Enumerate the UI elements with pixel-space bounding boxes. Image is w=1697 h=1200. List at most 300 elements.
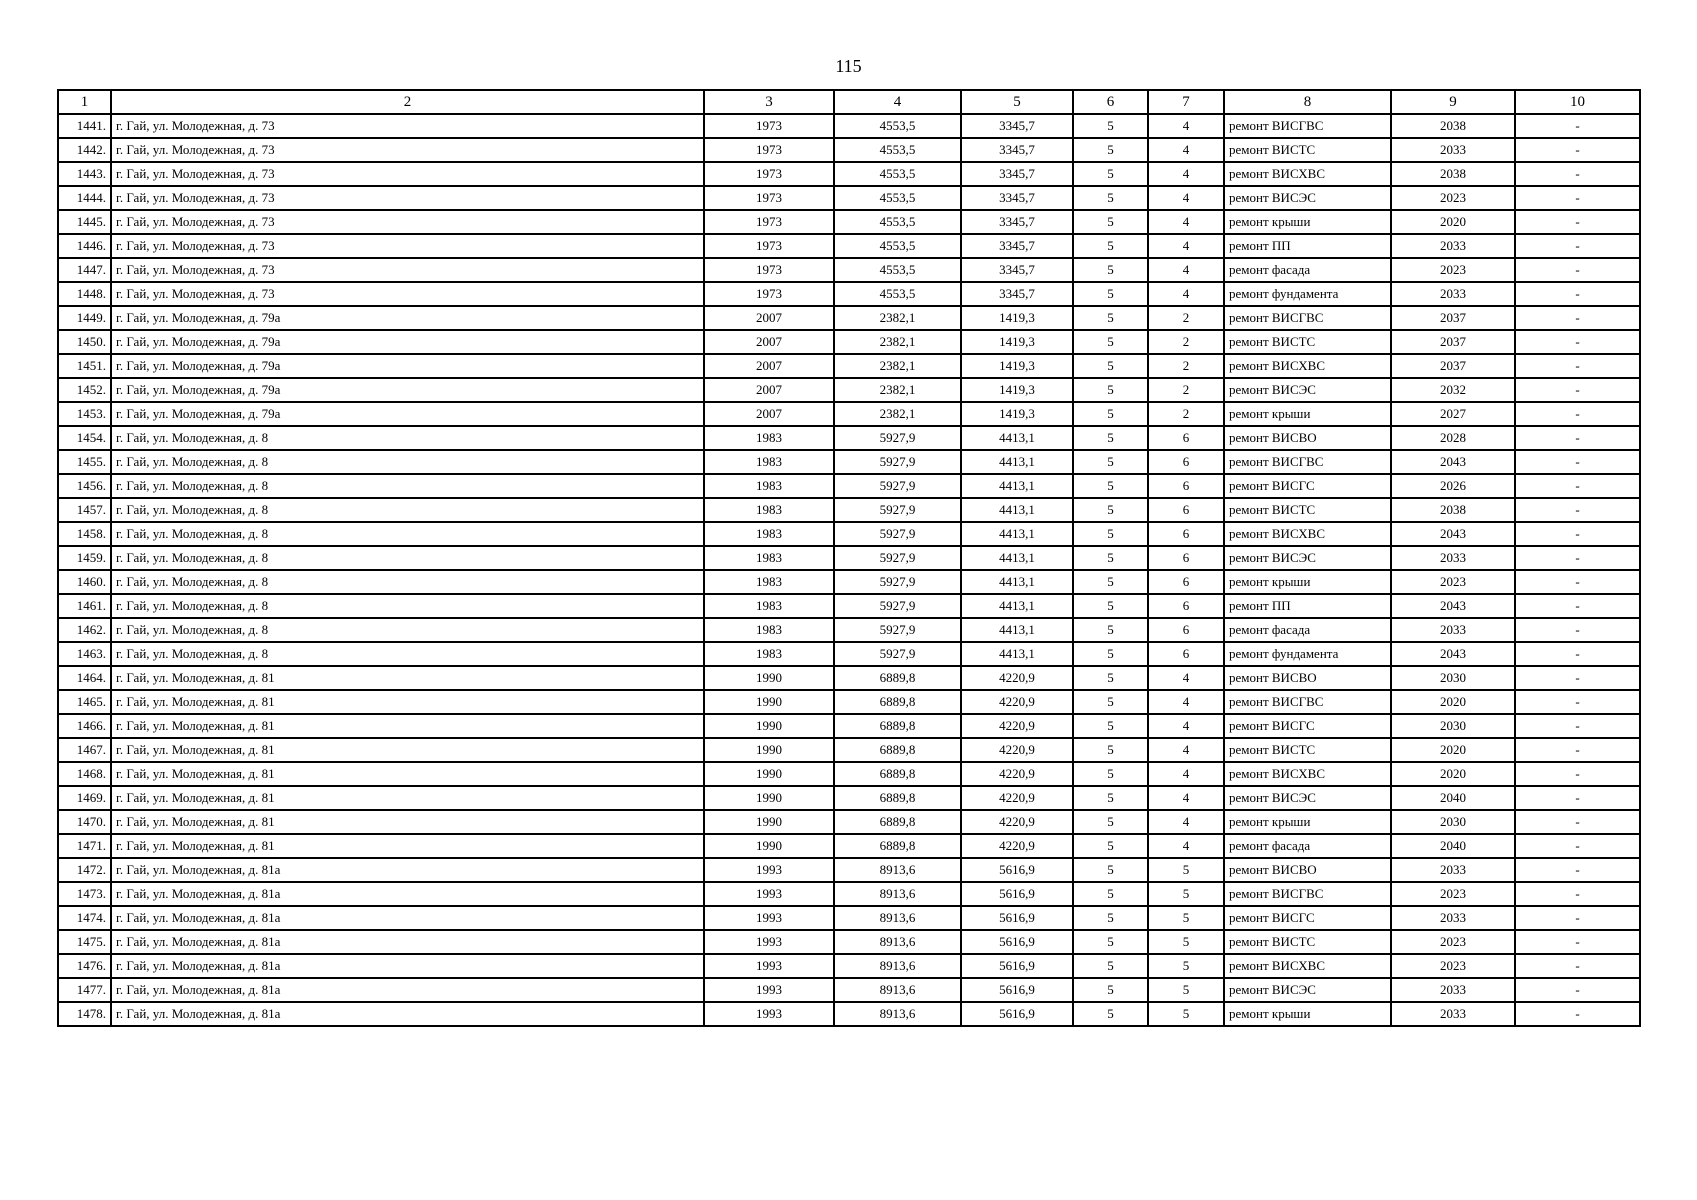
cell-note: - [1515, 1002, 1640, 1026]
cell-floors: 5 [1073, 138, 1148, 162]
cell-row-number: 1453. [58, 402, 111, 426]
table-row [58, 738, 1640, 762]
cell-floors: 5 [1073, 282, 1148, 306]
cell-note: - [1515, 282, 1640, 306]
cell-entrances: 6 [1148, 618, 1224, 642]
cell-address: г. Гай, ул. Молодежная, д. 8 [111, 546, 704, 570]
cell-plan-year: 2040 [1391, 786, 1515, 810]
cell-entrances: 2 [1148, 378, 1224, 402]
cell-floors: 5 [1073, 546, 1148, 570]
registry-table [57, 89, 1641, 1027]
cell-build-year: 1973 [704, 282, 834, 306]
table-row [58, 834, 1640, 858]
cell-build-year: 2007 [704, 306, 834, 330]
cell-living-area: 4413,1 [961, 618, 1073, 642]
cell-total-area: 5927,9 [834, 546, 961, 570]
cell-entrances: 6 [1148, 450, 1224, 474]
cell-row-number: 1450. [58, 330, 111, 354]
cell-living-area: 5616,9 [961, 1002, 1073, 1026]
table-body [58, 114, 1640, 1026]
table-row [58, 258, 1640, 282]
header-col-5: 5 [961, 90, 1073, 114]
cell-plan-year: 2033 [1391, 906, 1515, 930]
cell-build-year: 1990 [704, 762, 834, 786]
cell-row-number: 1476. [58, 954, 111, 978]
cell-living-area: 3345,7 [961, 210, 1073, 234]
cell-living-area: 1419,3 [961, 306, 1073, 330]
cell-note: - [1515, 474, 1640, 498]
cell-floors: 5 [1073, 810, 1148, 834]
cell-work-type: ремонт ВИСВО [1224, 666, 1391, 690]
cell-entrances: 4 [1148, 786, 1224, 810]
cell-address: г. Гай, ул. Молодежная, д. 73 [111, 234, 704, 258]
cell-address: г. Гай, ул. Молодежная, д. 73 [111, 186, 704, 210]
cell-work-type: ремонт ВИСТС [1224, 930, 1391, 954]
cell-total-area: 6889,8 [834, 690, 961, 714]
cell-row-number: 1463. [58, 642, 111, 666]
header-col-9: 9 [1391, 90, 1515, 114]
cell-note: - [1515, 186, 1640, 210]
cell-floors: 5 [1073, 882, 1148, 906]
cell-work-type: ремонт ВИСХВС [1224, 522, 1391, 546]
cell-build-year: 1990 [704, 834, 834, 858]
cell-total-area: 4553,5 [834, 186, 961, 210]
cell-row-number: 1461. [58, 594, 111, 618]
table-row [58, 762, 1640, 786]
cell-build-year: 1993 [704, 882, 834, 906]
cell-address: г. Гай, ул. Молодежная, д. 73 [111, 258, 704, 282]
cell-entrances: 4 [1148, 810, 1224, 834]
cell-living-area: 1419,3 [961, 378, 1073, 402]
cell-entrances: 6 [1148, 474, 1224, 498]
header-col-6: 6 [1073, 90, 1148, 114]
cell-plan-year: 2033 [1391, 234, 1515, 258]
cell-total-area: 2382,1 [834, 330, 961, 354]
cell-total-area: 8913,6 [834, 858, 961, 882]
cell-build-year: 2007 [704, 330, 834, 354]
cell-row-number: 1456. [58, 474, 111, 498]
cell-living-area: 3345,7 [961, 114, 1073, 138]
cell-total-area: 4553,5 [834, 210, 961, 234]
cell-note: - [1515, 594, 1640, 618]
cell-living-area: 4413,1 [961, 570, 1073, 594]
cell-build-year: 1990 [704, 666, 834, 690]
cell-address: г. Гай, ул. Молодежная, д. 8 [111, 474, 704, 498]
cell-total-area: 8913,6 [834, 1002, 961, 1026]
cell-entrances: 5 [1148, 1002, 1224, 1026]
cell-floors: 5 [1073, 906, 1148, 930]
cell-total-area: 5927,9 [834, 450, 961, 474]
cell-floors: 5 [1073, 666, 1148, 690]
table-row [58, 954, 1640, 978]
header-col-4: 4 [834, 90, 961, 114]
cell-total-area: 5927,9 [834, 570, 961, 594]
cell-floors: 5 [1073, 258, 1148, 282]
cell-floors: 5 [1073, 978, 1148, 1002]
cell-total-area: 8913,6 [834, 882, 961, 906]
cell-build-year: 1993 [704, 1002, 834, 1026]
cell-row-number: 1469. [58, 786, 111, 810]
cell-floors: 5 [1073, 426, 1148, 450]
cell-address: г. Гай, ул. Молодежная, д. 8 [111, 450, 704, 474]
cell-total-area: 6889,8 [834, 762, 961, 786]
cell-living-area: 3345,7 [961, 138, 1073, 162]
cell-living-area: 1419,3 [961, 330, 1073, 354]
cell-plan-year: 2026 [1391, 474, 1515, 498]
cell-plan-year: 2043 [1391, 450, 1515, 474]
table-row [58, 570, 1640, 594]
cell-plan-year: 2030 [1391, 714, 1515, 738]
cell-build-year: 1983 [704, 498, 834, 522]
cell-build-year: 1993 [704, 930, 834, 954]
table-row [58, 1002, 1640, 1026]
cell-address: г. Гай, ул. Молодежная, д. 79а [111, 306, 704, 330]
cell-build-year: 1973 [704, 210, 834, 234]
table-row [58, 642, 1640, 666]
cell-entrances: 2 [1148, 354, 1224, 378]
table-row [58, 714, 1640, 738]
table-row [58, 930, 1640, 954]
cell-address: г. Гай, ул. Молодежная, д. 81а [111, 858, 704, 882]
table-row [58, 138, 1640, 162]
cell-plan-year: 2023 [1391, 186, 1515, 210]
table-row [58, 594, 1640, 618]
cell-total-area: 4553,5 [834, 138, 961, 162]
cell-row-number: 1466. [58, 714, 111, 738]
cell-row-number: 1471. [58, 834, 111, 858]
cell-total-area: 2382,1 [834, 306, 961, 330]
cell-row-number: 1474. [58, 906, 111, 930]
cell-living-area: 5616,9 [961, 930, 1073, 954]
table-row [58, 546, 1640, 570]
table-row [58, 378, 1640, 402]
cell-address: г. Гай, ул. Молодежная, д. 8 [111, 570, 704, 594]
cell-work-type: ремонт ВИСЭС [1224, 786, 1391, 810]
cell-entrances: 5 [1148, 954, 1224, 978]
cell-floors: 5 [1073, 402, 1148, 426]
cell-build-year: 1990 [704, 714, 834, 738]
cell-address: г. Гай, ул. Молодежная, д. 81 [111, 810, 704, 834]
cell-entrances: 6 [1148, 642, 1224, 666]
cell-row-number: 1467. [58, 738, 111, 762]
cell-row-number: 1472. [58, 858, 111, 882]
cell-entrances: 4 [1148, 834, 1224, 858]
cell-work-type: ремонт крыши [1224, 210, 1391, 234]
cell-address: г. Гай, ул. Молодежная, д. 81а [111, 882, 704, 906]
cell-address: г. Гай, ул. Молодежная, д. 81 [111, 714, 704, 738]
cell-floors: 5 [1073, 234, 1148, 258]
cell-total-area: 4553,5 [834, 258, 961, 282]
cell-build-year: 1973 [704, 138, 834, 162]
cell-living-area: 5616,9 [961, 858, 1073, 882]
cell-build-year: 1993 [704, 978, 834, 1002]
cell-total-area: 6889,8 [834, 714, 961, 738]
cell-note: - [1515, 354, 1640, 378]
cell-plan-year: 2020 [1391, 738, 1515, 762]
cell-plan-year: 2033 [1391, 1002, 1515, 1026]
cell-row-number: 1455. [58, 450, 111, 474]
cell-row-number: 1442. [58, 138, 111, 162]
cell-plan-year: 2033 [1391, 858, 1515, 882]
cell-entrances: 4 [1148, 138, 1224, 162]
cell-row-number: 1444. [58, 186, 111, 210]
cell-entrances: 4 [1148, 162, 1224, 186]
cell-work-type: ремонт крыши [1224, 1002, 1391, 1026]
cell-living-area: 3345,7 [961, 258, 1073, 282]
cell-plan-year: 2020 [1391, 762, 1515, 786]
cell-total-area: 6889,8 [834, 738, 961, 762]
cell-work-type: ремонт ВИСГС [1224, 474, 1391, 498]
table-row [58, 666, 1640, 690]
table-row [58, 354, 1640, 378]
cell-entrances: 4 [1148, 234, 1224, 258]
cell-note: - [1515, 786, 1640, 810]
cell-address: г. Гай, ул. Молодежная, д. 73 [111, 114, 704, 138]
cell-row-number: 1452. [58, 378, 111, 402]
cell-entrances: 5 [1148, 858, 1224, 882]
cell-row-number: 1454. [58, 426, 111, 450]
cell-build-year: 1983 [704, 474, 834, 498]
cell-note: - [1515, 618, 1640, 642]
cell-row-number: 1468. [58, 762, 111, 786]
cell-entrances: 4 [1148, 114, 1224, 138]
cell-floors: 5 [1073, 738, 1148, 762]
cell-living-area: 4220,9 [961, 690, 1073, 714]
cell-total-area: 6889,8 [834, 666, 961, 690]
cell-entrances: 4 [1148, 690, 1224, 714]
cell-work-type: ремонт ВИСТС [1224, 138, 1391, 162]
cell-work-type: ремонт фундамента [1224, 282, 1391, 306]
table-row [58, 450, 1640, 474]
cell-total-area: 4553,5 [834, 114, 961, 138]
cell-living-area: 4413,1 [961, 594, 1073, 618]
cell-living-area: 5616,9 [961, 906, 1073, 930]
cell-row-number: 1457. [58, 498, 111, 522]
cell-plan-year: 2037 [1391, 354, 1515, 378]
cell-living-area: 4413,1 [961, 498, 1073, 522]
cell-total-area: 5927,9 [834, 474, 961, 498]
cell-build-year: 1983 [704, 426, 834, 450]
cell-address: г. Гай, ул. Молодежная, д. 81а [111, 978, 704, 1002]
cell-living-area: 4220,9 [961, 762, 1073, 786]
cell-build-year: 1983 [704, 570, 834, 594]
cell-address: г. Гай, ул. Молодежная, д. 8 [111, 522, 704, 546]
cell-address: г. Гай, ул. Молодежная, д. 81 [111, 762, 704, 786]
cell-work-type: ремонт ВИСГВС [1224, 114, 1391, 138]
cell-address: г. Гай, ул. Молодежная, д. 81 [111, 690, 704, 714]
cell-entrances: 4 [1148, 186, 1224, 210]
cell-living-area: 1419,3 [961, 354, 1073, 378]
cell-address: г. Гай, ул. Молодежная, д. 81а [111, 930, 704, 954]
cell-row-number: 1459. [58, 546, 111, 570]
cell-entrances: 6 [1148, 546, 1224, 570]
table-row [58, 210, 1640, 234]
cell-note: - [1515, 810, 1640, 834]
cell-row-number: 1458. [58, 522, 111, 546]
cell-build-year: 2007 [704, 378, 834, 402]
cell-floors: 5 [1073, 186, 1148, 210]
cell-plan-year: 2037 [1391, 306, 1515, 330]
cell-address: г. Гай, ул. Молодежная, д. 73 [111, 138, 704, 162]
cell-total-area: 8913,6 [834, 930, 961, 954]
cell-plan-year: 2038 [1391, 114, 1515, 138]
cell-entrances: 2 [1148, 402, 1224, 426]
cell-entrances: 6 [1148, 498, 1224, 522]
cell-row-number: 1443. [58, 162, 111, 186]
cell-work-type: ремонт ВИСЭС [1224, 378, 1391, 402]
cell-total-area: 5927,9 [834, 618, 961, 642]
cell-entrances: 5 [1148, 930, 1224, 954]
cell-total-area: 4553,5 [834, 162, 961, 186]
cell-work-type: ремонт ВИСХВС [1224, 762, 1391, 786]
cell-total-area: 5927,9 [834, 642, 961, 666]
cell-plan-year: 2027 [1391, 402, 1515, 426]
cell-note: - [1515, 738, 1640, 762]
cell-row-number: 1464. [58, 666, 111, 690]
table-header [58, 90, 1640, 114]
cell-work-type: ремонт фасада [1224, 834, 1391, 858]
cell-plan-year: 2043 [1391, 522, 1515, 546]
cell-note: - [1515, 690, 1640, 714]
table-row [58, 186, 1640, 210]
table-row [58, 306, 1640, 330]
cell-row-number: 1447. [58, 258, 111, 282]
table-row [58, 906, 1640, 930]
cell-entrances: 6 [1148, 570, 1224, 594]
header-col-1: 1 [58, 90, 111, 114]
cell-note: - [1515, 522, 1640, 546]
table-row [58, 282, 1640, 306]
cell-work-type: ремонт крыши [1224, 402, 1391, 426]
cell-floors: 5 [1073, 522, 1148, 546]
cell-floors: 5 [1073, 162, 1148, 186]
cell-plan-year: 2033 [1391, 138, 1515, 162]
cell-note: - [1515, 930, 1640, 954]
cell-work-type: ремонт ПП [1224, 234, 1391, 258]
cell-entrances: 4 [1148, 714, 1224, 738]
cell-work-type: ремонт ВИСГВС [1224, 690, 1391, 714]
cell-plan-year: 2038 [1391, 162, 1515, 186]
cell-row-number: 1449. [58, 306, 111, 330]
cell-plan-year: 2033 [1391, 978, 1515, 1002]
cell-note: - [1515, 426, 1640, 450]
cell-work-type: ремонт ВИСХВС [1224, 354, 1391, 378]
cell-floors: 5 [1073, 330, 1148, 354]
cell-address: г. Гай, ул. Молодежная, д. 79а [111, 402, 704, 426]
cell-floors: 5 [1073, 450, 1148, 474]
cell-total-area: 5927,9 [834, 498, 961, 522]
cell-entrances: 5 [1148, 978, 1224, 1002]
cell-build-year: 1983 [704, 450, 834, 474]
cell-floors: 5 [1073, 306, 1148, 330]
cell-living-area: 3345,7 [961, 282, 1073, 306]
cell-work-type: ремонт ВИСГС [1224, 906, 1391, 930]
cell-note: - [1515, 858, 1640, 882]
table-row [58, 978, 1640, 1002]
cell-total-area: 6889,8 [834, 810, 961, 834]
cell-row-number: 1462. [58, 618, 111, 642]
cell-build-year: 1993 [704, 954, 834, 978]
cell-note: - [1515, 450, 1640, 474]
cell-address: г. Гай, ул. Молодежная, д. 81 [111, 786, 704, 810]
cell-living-area: 4220,9 [961, 738, 1073, 762]
cell-living-area: 3345,7 [961, 162, 1073, 186]
cell-row-number: 1441. [58, 114, 111, 138]
header-col-10: 10 [1515, 90, 1640, 114]
cell-total-area: 8913,6 [834, 954, 961, 978]
cell-living-area: 4220,9 [961, 834, 1073, 858]
cell-plan-year: 2043 [1391, 642, 1515, 666]
cell-note: - [1515, 762, 1640, 786]
cell-floors: 5 [1073, 378, 1148, 402]
header-col-2: 2 [111, 90, 704, 114]
table-row [58, 330, 1640, 354]
cell-entrances: 5 [1148, 882, 1224, 906]
cell-address: г. Гай, ул. Молодежная, д. 73 [111, 282, 704, 306]
header-col-7: 7 [1148, 90, 1224, 114]
cell-work-type: ремонт ПП [1224, 594, 1391, 618]
cell-row-number: 1477. [58, 978, 111, 1002]
cell-work-type: ремонт крыши [1224, 570, 1391, 594]
cell-plan-year: 2030 [1391, 666, 1515, 690]
cell-note: - [1515, 234, 1640, 258]
cell-plan-year: 2032 [1391, 378, 1515, 402]
cell-entrances: 6 [1148, 522, 1224, 546]
cell-floors: 5 [1073, 618, 1148, 642]
page-number: 115 [835, 56, 862, 76]
cell-entrances: 6 [1148, 594, 1224, 618]
cell-address: г. Гай, ул. Молодежная, д. 79а [111, 330, 704, 354]
cell-address: г. Гай, ул. Молодежная, д. 8 [111, 594, 704, 618]
cell-work-type: ремонт ВИСГВС [1224, 882, 1391, 906]
cell-floors: 5 [1073, 834, 1148, 858]
cell-row-number: 1465. [58, 690, 111, 714]
cell-work-type: ремонт ВИСТС [1224, 738, 1391, 762]
cell-total-area: 6889,8 [834, 786, 961, 810]
cell-floors: 5 [1073, 210, 1148, 234]
table-row [58, 810, 1640, 834]
cell-entrances: 2 [1148, 330, 1224, 354]
cell-build-year: 1990 [704, 690, 834, 714]
cell-work-type: ремонт ВИСГВС [1224, 306, 1391, 330]
cell-note: - [1515, 882, 1640, 906]
cell-note: - [1515, 378, 1640, 402]
cell-build-year: 1990 [704, 786, 834, 810]
cell-note: - [1515, 546, 1640, 570]
cell-note: - [1515, 306, 1640, 330]
table-row [58, 162, 1640, 186]
cell-total-area: 6889,8 [834, 834, 961, 858]
cell-living-area: 5616,9 [961, 954, 1073, 978]
cell-work-type: ремонт фасада [1224, 258, 1391, 282]
table-row [58, 882, 1640, 906]
table-row [58, 690, 1640, 714]
cell-note: - [1515, 258, 1640, 282]
cell-address: г. Гай, ул. Молодежная, д. 81 [111, 738, 704, 762]
cell-build-year: 1973 [704, 162, 834, 186]
cell-plan-year: 2023 [1391, 954, 1515, 978]
cell-floors: 5 [1073, 930, 1148, 954]
cell-address: г. Гай, ул. Молодежная, д. 73 [111, 162, 704, 186]
cell-work-type: ремонт фасада [1224, 618, 1391, 642]
cell-living-area: 4220,9 [961, 666, 1073, 690]
cell-build-year: 1990 [704, 738, 834, 762]
cell-work-type: ремонт ВИСЭС [1224, 978, 1391, 1002]
cell-total-area: 8913,6 [834, 978, 961, 1002]
cell-plan-year: 2033 [1391, 546, 1515, 570]
cell-plan-year: 2023 [1391, 882, 1515, 906]
table-row [58, 522, 1640, 546]
